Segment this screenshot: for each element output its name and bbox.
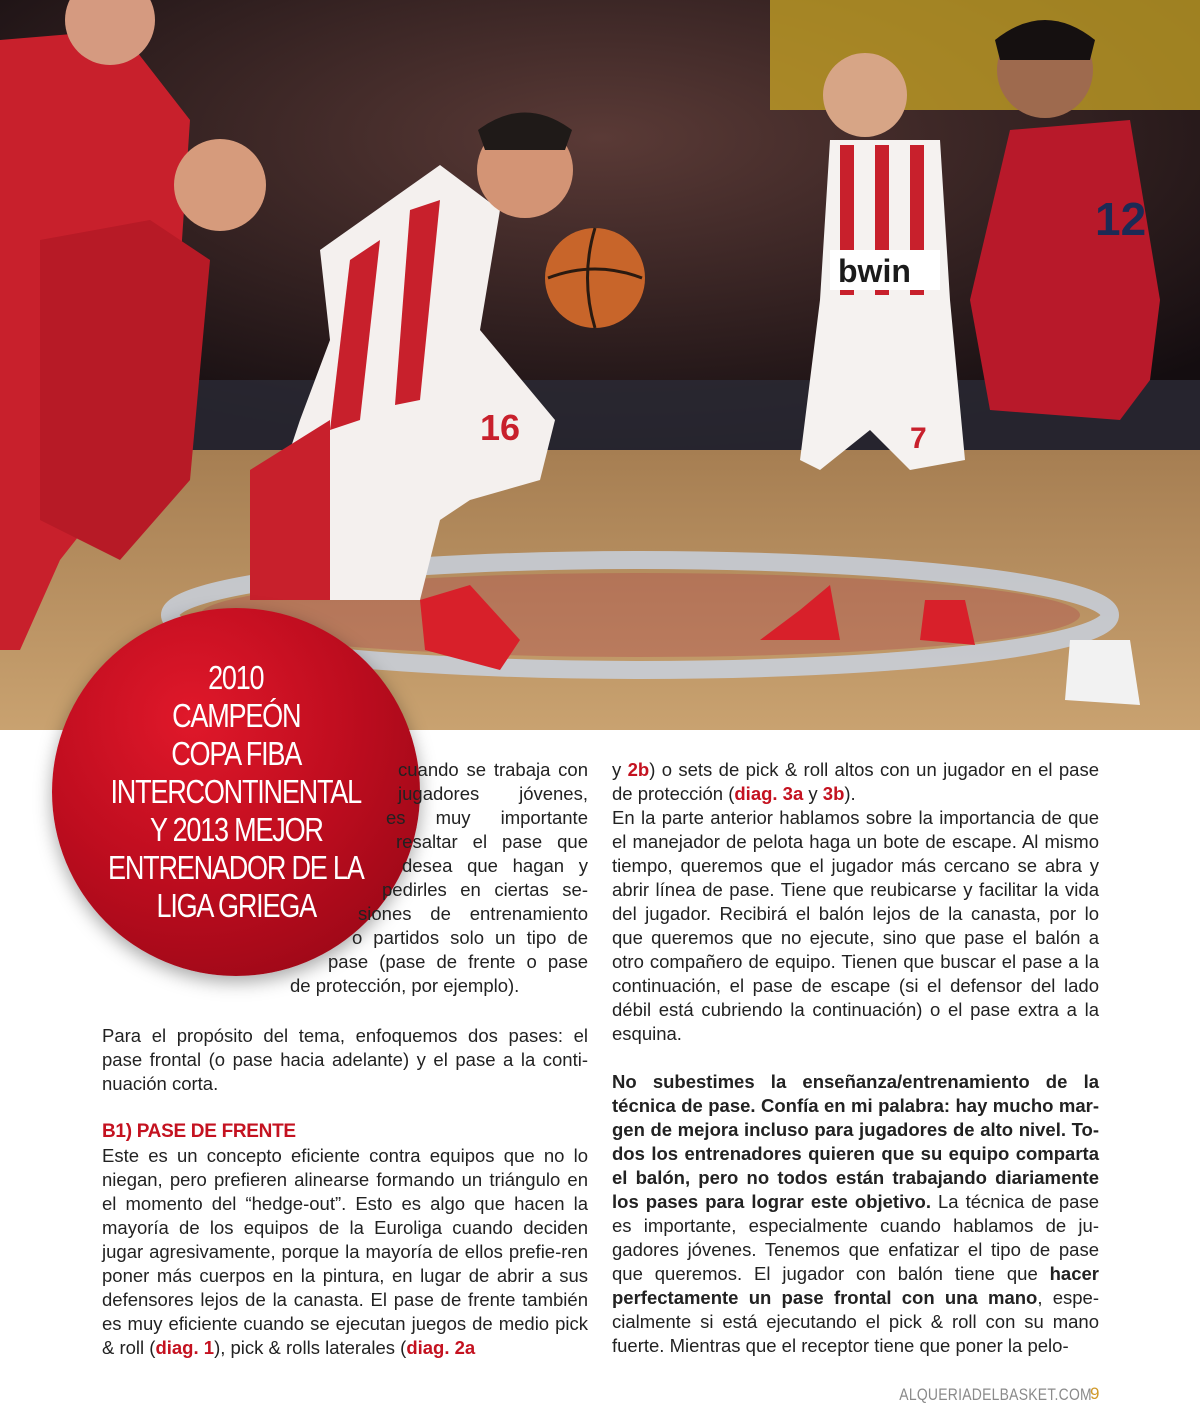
left-column-wrap bbox=[290, 758, 588, 998]
wrap-line: de protección, por ejemplo). bbox=[290, 975, 520, 996]
white-shoe bbox=[1065, 640, 1140, 705]
paragraph-text: Este es un concepto eficiente contra equipos que no lo niegan, pero prefieren alinearse formando un triángulo en el momento del “hedge-out”. Esto es algo que hacen la mayoría de los equipos de la Euroliga cuando deciden jugar agresivamente, porque la mayoría de ellos prefie-ren poner más cuerpos en la pintura, en lugar de abrir a sus defensores lejos de la canasta. El pase de frente también es muy eficiente cuando se ejecutan juegos de medio pick & roll ( bbox=[102, 1145, 588, 1358]
wrap-line: es muy importante bbox=[386, 807, 588, 828]
wrap-line: pedirles en ciertas se- bbox=[382, 879, 588, 900]
left-column bbox=[102, 1024, 588, 1360]
wrap-line: siones de entrenamiento bbox=[358, 903, 588, 924]
paragraph: Para el propósito del tema, enfoquemos dos pases: el pase frontal (o pase hacia adelante) y el pase a la conti-nuación corta. bbox=[102, 1025, 588, 1094]
page-number: 9 bbox=[1090, 1384, 1100, 1403]
wrap-line: o partidos solo un tipo de bbox=[352, 927, 588, 948]
paragraph-text: y bbox=[612, 759, 628, 780]
diagram-ref[interactable]: 2b bbox=[627, 759, 650, 780]
jersey-number-12: 12 bbox=[1095, 193, 1147, 245]
badge-line: 2010 bbox=[208, 659, 264, 696]
badge-line: Y 2013 MEJOR bbox=[149, 811, 323, 848]
sponsor-logo: bwin bbox=[838, 253, 911, 289]
diagram-ref[interactable]: 3b bbox=[822, 783, 845, 804]
paragraph-text: y bbox=[803, 783, 823, 804]
wrap-line: jugadores jóvenes, bbox=[398, 783, 588, 804]
jersey-number-7: 7 bbox=[910, 422, 927, 455]
bold-text: hacer perfectamente un pase frontal con una mano bbox=[612, 1263, 1099, 1308]
right-column bbox=[612, 758, 1099, 1358]
badge-line: CAMPEÓN bbox=[171, 697, 301, 734]
wrap-line: cuando se trabaja con bbox=[398, 759, 588, 780]
wrap-line: resaltar el pase que bbox=[396, 831, 588, 852]
paragraph-text: ) o sets de pick & roll altos con un jugador en el pase de protección ( bbox=[612, 759, 1099, 804]
jersey-number-16: 16 bbox=[480, 407, 521, 448]
badge-line: INTERCONTINENTAL bbox=[110, 773, 362, 810]
section-heading: B1) PASE DE FRENTE bbox=[102, 1121, 296, 1142]
diagram-ref[interactable]: diag. 1 bbox=[155, 1337, 215, 1358]
wrap-line: pase (pase de frente o pase bbox=[328, 951, 588, 972]
paragraph bbox=[612, 758, 1099, 806]
badge-line: LIGA GRIEGA bbox=[156, 887, 316, 924]
diagram-ref[interactable]: diag. 2a bbox=[406, 1337, 476, 1358]
bold-text: No subestimes la enseñanza/entrenamiento de la técnica de pase. Confía en mi palabra: hay mucho mar-gen de mejora incluso para jugadores de alto nivel. To-dos los entrenadores quieren que su equipo comparta el balón, pero no todos están trabajando diariamente los pases para lograr este objetivo. bbox=[612, 1071, 1099, 1212]
paragraph bbox=[612, 1070, 1099, 1358]
paragraph-text: ), pick & rolls laterales ( bbox=[214, 1337, 407, 1358]
badge-line: COPA FIBA bbox=[171, 735, 301, 772]
badge-line: ENTRENADOR DE LA bbox=[108, 849, 364, 886]
paragraph bbox=[102, 1144, 588, 1360]
diagram-ref[interactable]: diag. 3a bbox=[734, 783, 804, 804]
wrap-line: desea que hagan y bbox=[402, 855, 588, 876]
paragraph-text: , espe-cialmente si está ejecutando el pick & roll con su mano fuerte. Mientras que el receptor tiene que poner la pelo- bbox=[612, 1287, 1099, 1356]
paragraph-text: La técnica de pase es importante, especialmente cuando hablamos de ju-gadores jóvenes. Tenemos que enfatizar el tipo de pase que queremos. El jugador con balón tiene que bbox=[612, 1191, 1099, 1284]
footer-site[interactable]: ALQUERIADELBASKET.COM bbox=[899, 1385, 1092, 1404]
basketball bbox=[545, 228, 645, 328]
player-face bbox=[174, 139, 266, 231]
paragraph: En la parte anterior hablamos sobre la importancia de que el manejador de pelota haga un bote de escape. Al mismo tiempo, queremos que el jugador más cercano se abra y abrir línea de pase. Tiene que reubicarse y facilitar la vida del jugador. Recibirá el balón lejos de la canasta, por lo que queremos que no ejecute, sino que pase el balón a otro compañero de equipo. Tienen que buscar el pase a la continuación, el pase de escape (si el defensor del lado débil está cubriendo la continuación) o el pase extra a la esquina. bbox=[612, 807, 1099, 1044]
paragraph-text: ). bbox=[844, 783, 856, 804]
